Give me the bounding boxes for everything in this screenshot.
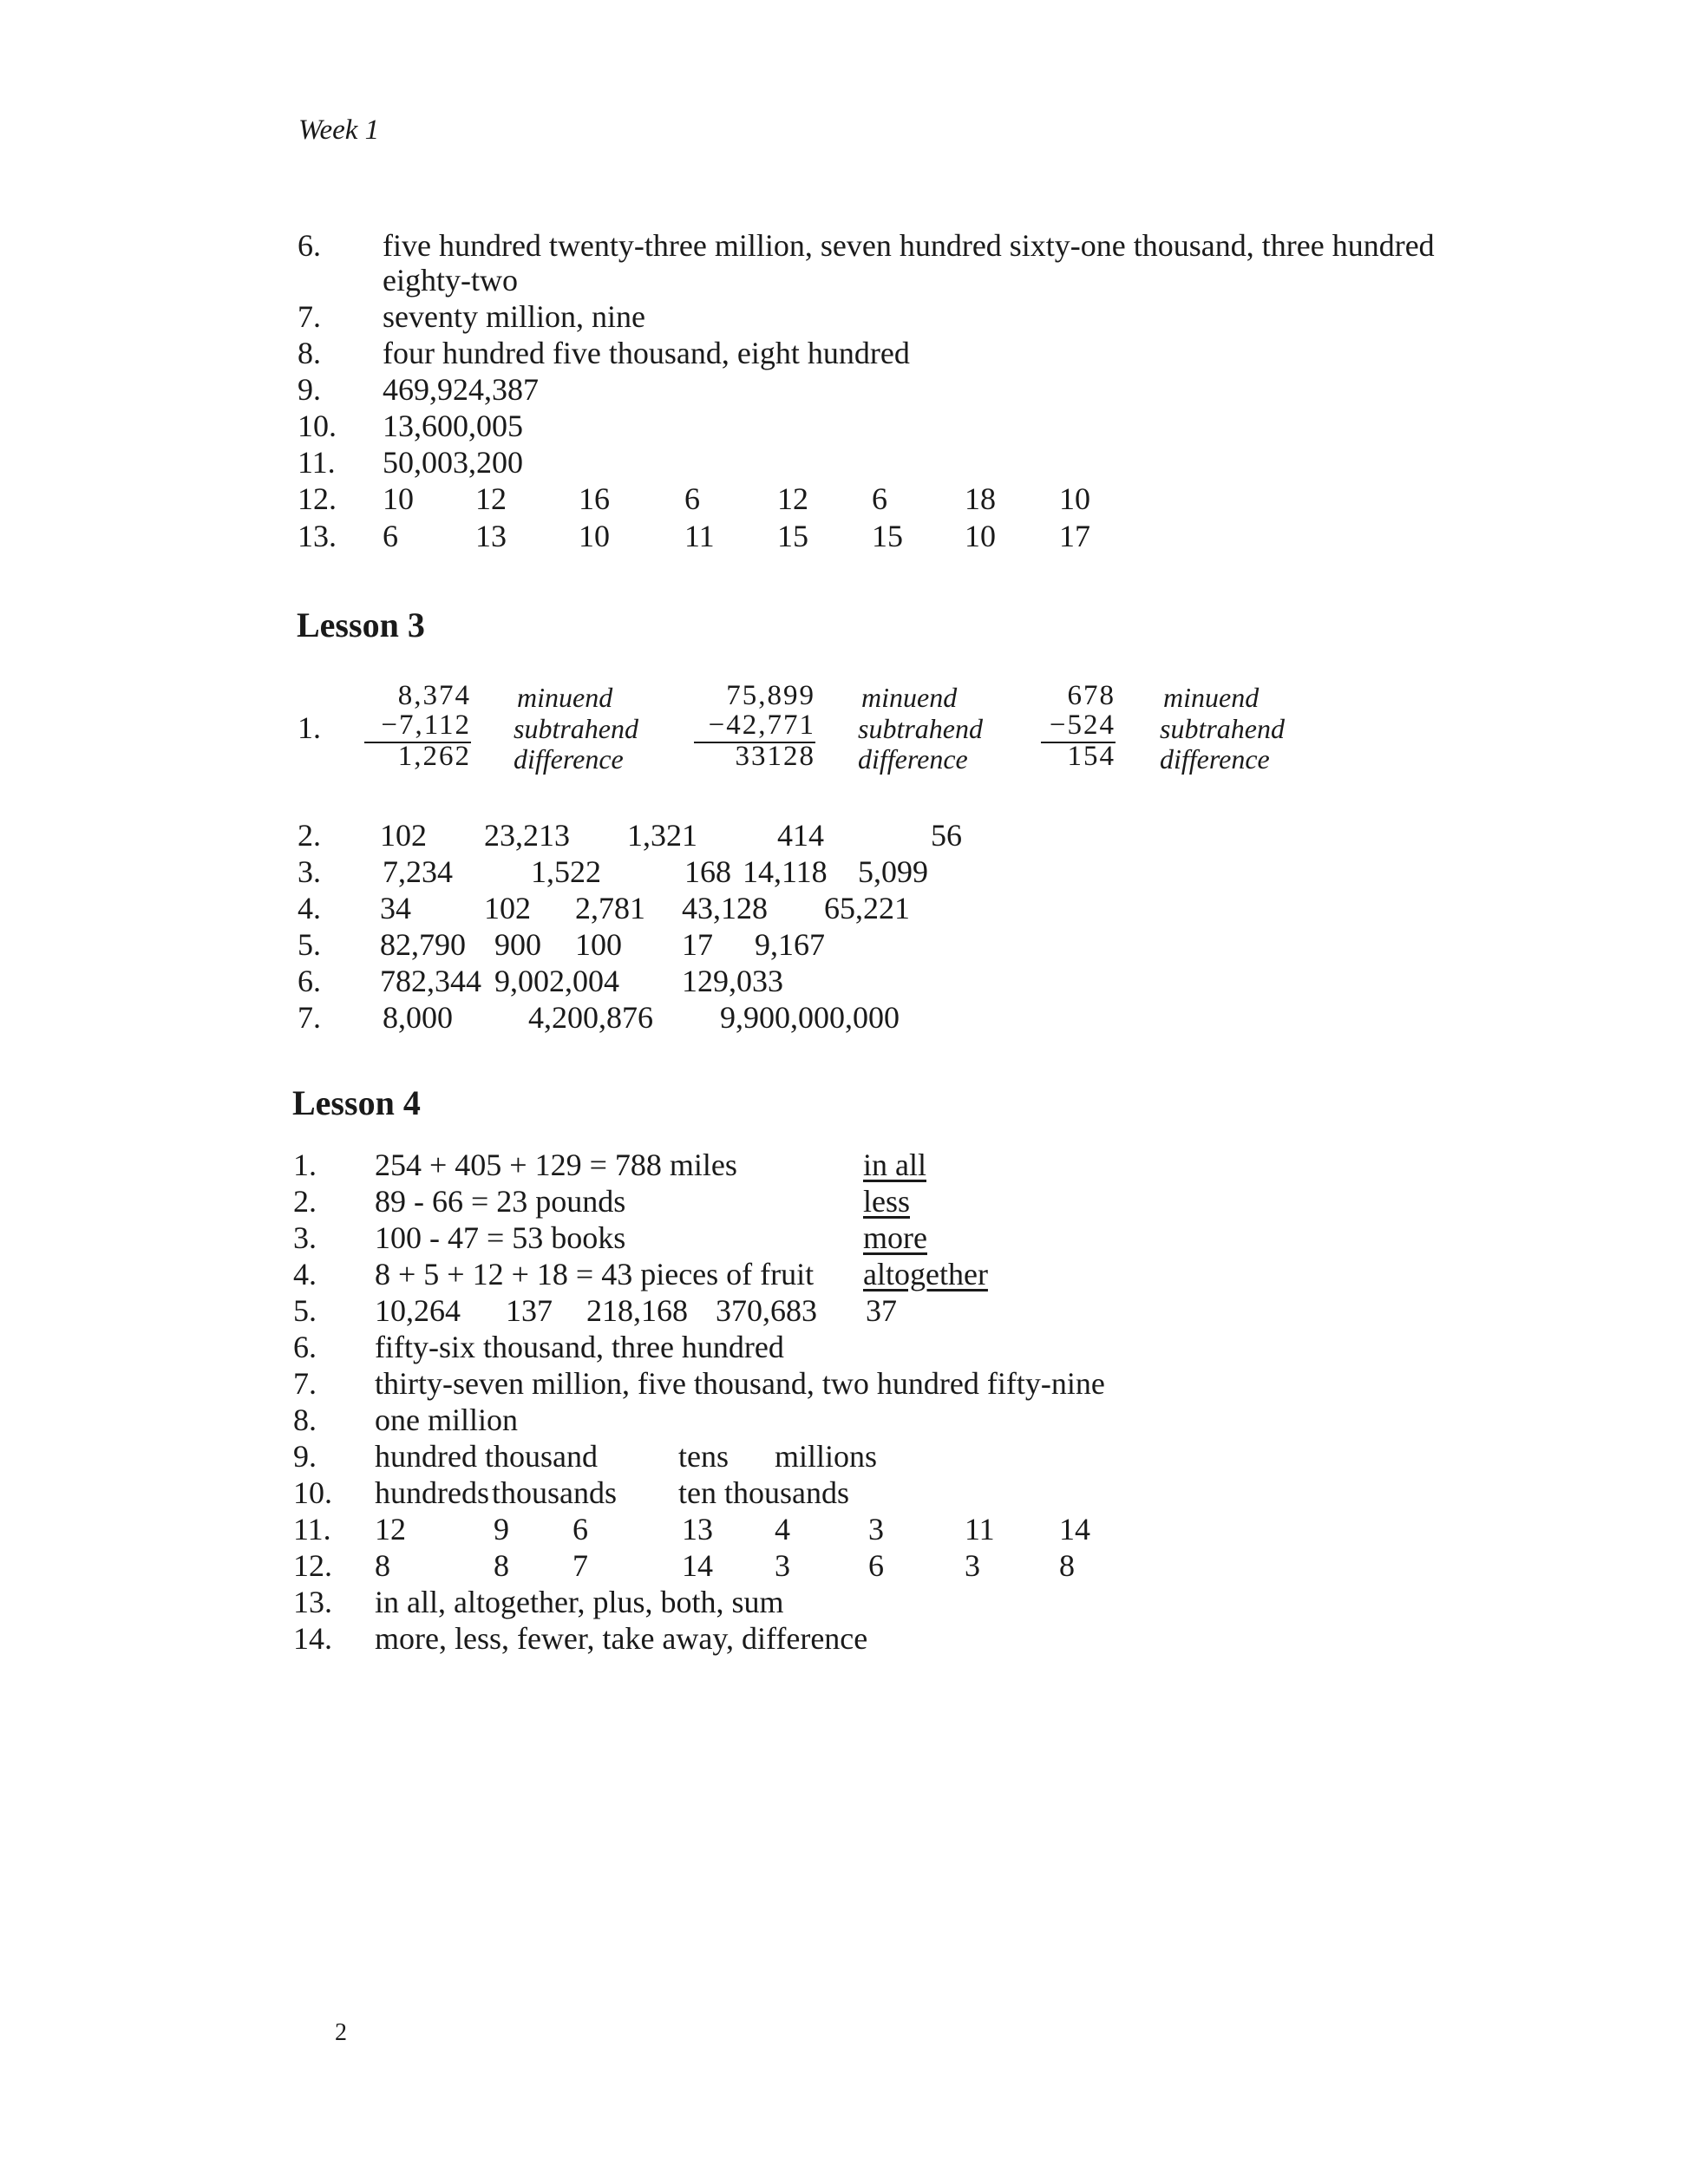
item-number: 13.	[293, 1585, 332, 1619]
item-number: 2.	[298, 818, 321, 853]
item-number: 1.	[293, 1148, 317, 1182]
answer-value: 7,234	[383, 854, 453, 889]
answer-value: 370,683	[716, 1293, 817, 1328]
minuend-label: minuend	[517, 682, 613, 713]
item-text: 50,003,200	[383, 445, 523, 480]
grid-cell: 15	[872, 519, 903, 553]
item-number: 5.	[293, 1293, 317, 1328]
place-value: tens	[678, 1439, 729, 1474]
keyword: less	[863, 1184, 910, 1219]
item-number: 2.	[293, 1184, 317, 1219]
grid-cell: 10	[1059, 481, 1090, 516]
difference-value: 154	[1067, 741, 1116, 772]
answer-value: 65,221	[824, 891, 910, 925]
difference-label: difference	[858, 743, 968, 775]
answer-value: 782,344	[380, 964, 481, 998]
grid-cell: 11	[965, 1512, 995, 1546]
subtrahend-value: −42,771	[694, 709, 815, 743]
subtrahend-label: subtrahend	[514, 713, 638, 744]
grid-cell: 6	[572, 1512, 588, 1546]
subtrahend-label: subtrahend	[1160, 713, 1285, 744]
grid-cell: 10	[965, 519, 996, 553]
answer-value: 129,033	[682, 964, 783, 998]
answer-value: 1,522	[531, 854, 601, 889]
item-number: 13.	[298, 519, 337, 553]
answer-value: 102	[484, 891, 531, 925]
item-text: eighty-two	[383, 263, 518, 298]
answer-value: 2,781	[575, 891, 645, 925]
answer-value: 9,167	[755, 927, 825, 962]
answer-value: 100	[575, 927, 622, 962]
item-number: 12.	[298, 481, 337, 516]
answer-value: 37	[866, 1293, 897, 1328]
item-number: 8.	[293, 1403, 317, 1437]
answer-value: 137	[506, 1293, 553, 1328]
item-text: thirty-seven million, five thousand, two hundred fifty-nine	[375, 1366, 1105, 1401]
grid-cell: 7	[572, 1548, 588, 1583]
difference-value: 33128	[735, 741, 815, 772]
item-number: 7.	[298, 1000, 321, 1035]
place-value: hundred thousand	[375, 1439, 598, 1474]
answer-value: 8,000	[383, 1000, 453, 1035]
item-text: 469,924,387	[383, 372, 539, 407]
grid-cell: 8	[375, 1548, 390, 1583]
grid-cell: 4	[775, 1512, 790, 1546]
grid-cell: 13	[682, 1512, 713, 1546]
answer-value: 9,900,000,000	[720, 1000, 900, 1035]
answer-value: 34	[380, 891, 411, 925]
equation-text: 8 + 5 + 12 + 18 = 43 pieces of fruit	[375, 1257, 815, 1291]
answer-value: 414	[777, 818, 824, 853]
grid-cell: 14	[682, 1548, 713, 1583]
item-number: 9.	[293, 1439, 317, 1474]
item-number: 11.	[293, 1512, 331, 1546]
answer-value: 23,213	[484, 818, 570, 853]
grid-cell: 17	[1059, 519, 1090, 553]
grid-cell: 12	[777, 481, 808, 516]
item-number: 4.	[293, 1257, 317, 1291]
grid-cell: 10	[383, 481, 414, 516]
item-number: 1.	[298, 710, 321, 745]
grid-cell: 9	[494, 1512, 509, 1546]
grid-cell: 8	[494, 1548, 509, 1583]
item-number: 14.	[293, 1621, 332, 1656]
equation-text: 89 - 66 = 23 pounds	[375, 1184, 626, 1219]
place-value: hundreds	[375, 1475, 489, 1510]
grid-cell: 11	[684, 519, 715, 553]
lesson-3-heading: Lesson 3	[297, 605, 425, 644]
answer-value: 9,002,004	[494, 964, 619, 998]
difference-value: 1,262	[397, 741, 471, 772]
grid-cell: 10	[579, 519, 610, 553]
subtrahend-value: −524	[1041, 709, 1116, 743]
item-number: 12.	[293, 1548, 332, 1583]
item-number: 9.	[298, 372, 321, 407]
grid-cell: 6	[684, 481, 700, 516]
subtrahend-label: subtrahend	[858, 713, 983, 744]
item-number: 11.	[298, 445, 336, 480]
minuend-value: 75,899	[726, 680, 815, 711]
difference-label: difference	[514, 743, 624, 775]
page-header: Week 1	[298, 114, 380, 146]
item-text: seventy million, nine	[383, 299, 645, 334]
item-text: more, less, fewer, take away, difference	[375, 1621, 868, 1656]
place-value: ten thousands	[678, 1475, 849, 1510]
equation-text: 100 - 47 = 53 books	[375, 1220, 626, 1255]
grid-cell: 6	[868, 1548, 884, 1583]
subtrahend-value: −7,112	[364, 709, 471, 743]
answer-value: 14,118	[743, 854, 828, 889]
item-text: fifty-six thousand, three hundred	[375, 1330, 784, 1364]
grid-cell: 16	[579, 481, 610, 516]
minuend-value: 8,374	[397, 680, 471, 711]
item-text: four hundred five thousand, eight hundred	[383, 336, 910, 370]
item-number: 10.	[293, 1475, 332, 1510]
item-number: 4.	[298, 891, 321, 925]
item-number: 5.	[298, 927, 321, 962]
item-text: five hundred twenty-three million, seven hundred sixty-one thousand, three hundred	[383, 228, 1435, 263]
item-number: 3.	[298, 854, 321, 889]
grid-cell: 12	[375, 1512, 406, 1546]
place-value: thousands	[492, 1475, 617, 1510]
item-text: 13,600,005	[383, 409, 523, 443]
grid-cell: 6	[872, 481, 887, 516]
grid-cell: 3	[775, 1548, 790, 1583]
item-number: 7.	[293, 1366, 317, 1401]
item-number: 3.	[293, 1220, 317, 1255]
page-number: 2	[335, 2019, 347, 2046]
keyword: more	[863, 1220, 927, 1255]
item-text: one million	[375, 1403, 518, 1437]
answer-value: 5,099	[858, 854, 928, 889]
item-number: 6.	[293, 1330, 317, 1364]
minuend-label: minuend	[861, 682, 958, 713]
answer-value: 168	[684, 854, 731, 889]
answer-value: 56	[931, 818, 962, 853]
answer-value: 17	[682, 927, 713, 962]
item-number: 10.	[298, 409, 337, 443]
grid-cell: 3	[868, 1512, 884, 1546]
item-text: in all, altogether, plus, both, sum	[375, 1585, 784, 1619]
answer-value: 4,200,876	[528, 1000, 653, 1035]
answer-value: 43,128	[682, 891, 768, 925]
answer-value: 10,264	[375, 1293, 461, 1328]
item-number: 6.	[298, 964, 321, 998]
minuend-value: 678	[1067, 680, 1116, 711]
answer-value: 102	[380, 818, 427, 853]
answer-value: 82,790	[380, 927, 466, 962]
answer-value: 900	[494, 927, 541, 962]
minuend-label: minuend	[1163, 682, 1259, 713]
item-number: 7.	[298, 299, 321, 334]
keyword: altogether	[863, 1257, 988, 1291]
lesson-4-heading: Lesson 4	[292, 1083, 421, 1122]
place-value: millions	[775, 1439, 878, 1474]
item-number: 6.	[298, 228, 321, 263]
grid-cell: 14	[1059, 1512, 1090, 1546]
grid-cell: 15	[777, 519, 808, 553]
grid-cell: 3	[965, 1548, 980, 1583]
grid-cell: 8	[1059, 1548, 1075, 1583]
answer-value: 1,321	[627, 818, 697, 853]
grid-cell: 18	[965, 481, 996, 516]
grid-cell: 12	[475, 481, 507, 516]
difference-label: difference	[1160, 743, 1270, 775]
answer-value: 218,168	[586, 1293, 688, 1328]
item-number: 8.	[298, 336, 321, 370]
equation-text: 254 + 405 + 129 = 788 miles	[375, 1148, 737, 1182]
keyword: in all	[863, 1148, 926, 1182]
grid-cell: 13	[475, 519, 507, 553]
grid-cell: 6	[383, 519, 398, 553]
